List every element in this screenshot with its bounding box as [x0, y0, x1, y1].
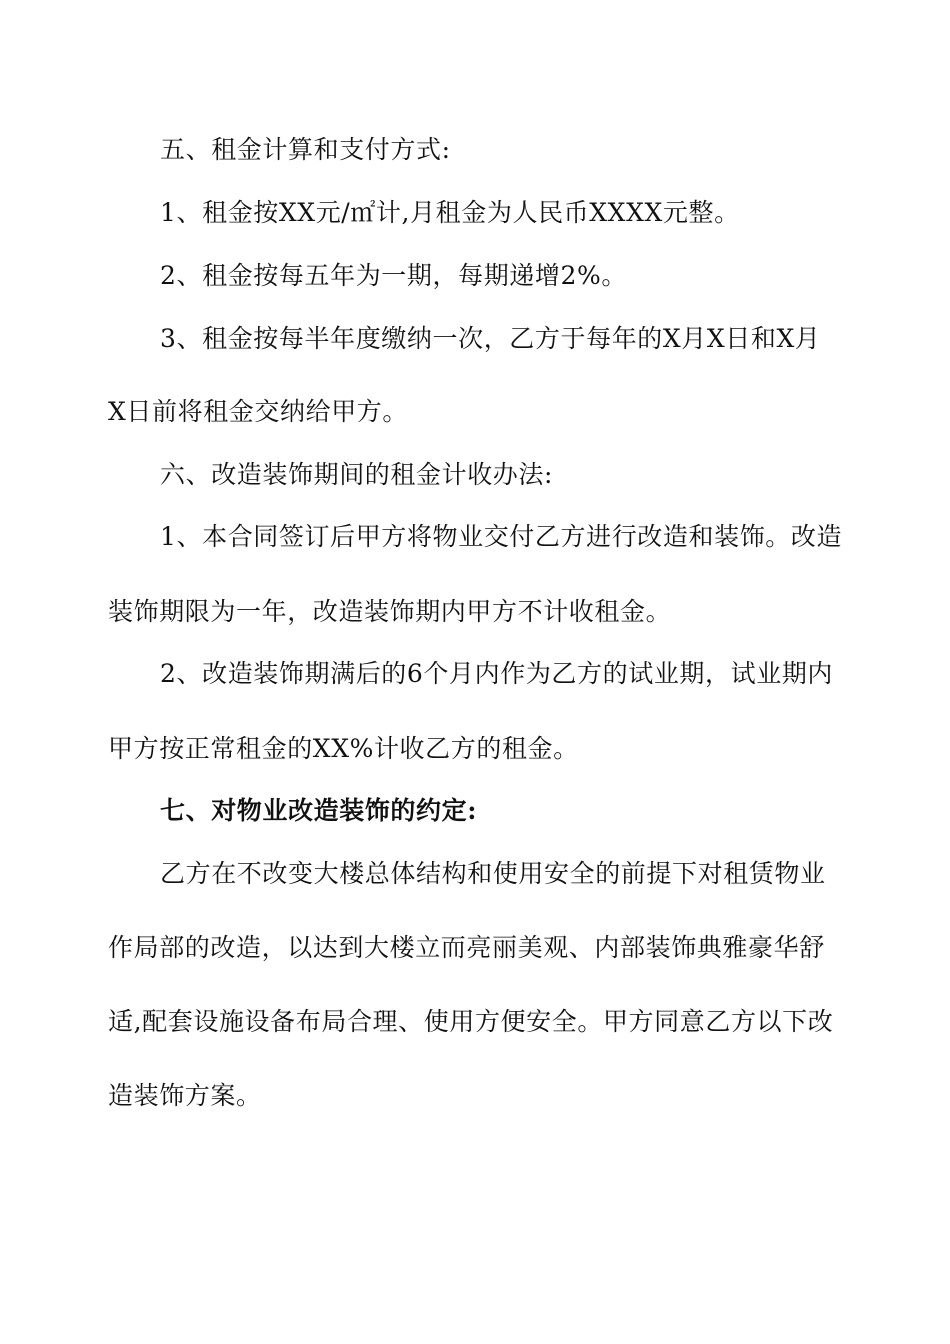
- section-heading-7: 七、对物业改造装饰的约定:: [160, 796, 478, 825]
- section-heading-6: 六、改造装饰期间的租金计收办法:: [160, 460, 554, 489]
- paragraph-line: 2、租金按每五年为一期，每期递增2%。: [160, 261, 627, 290]
- paragraph-line: 作局部的改造，以达到大楼立而亮丽美观、内部装饰典雅豪华舒: [108, 933, 825, 962]
- paragraph-line: 2、改造装饰期满后的6个月内作为乙方的试业期，试业期内: [160, 659, 834, 688]
- paragraph-line: 造装饰方案。: [108, 1081, 262, 1110]
- paragraph-line: 装饰期限为一年，改造装饰期内甲方不计收租金。: [108, 597, 672, 626]
- paragraph-line: 适,配套设施设备布局合理、使用方便安全。甲方同意乙方以下改: [108, 1007, 834, 1036]
- paragraph-line: 1、本合同签订后甲方将物业交付乙方进行改造和装饰。改造: [160, 522, 843, 551]
- section-heading-5: 五、租金计算和支付方式:: [160, 135, 451, 164]
- paragraph-line: 1、租金按XX元/㎡计,月租金为人民币XXXX元整。: [160, 198, 740, 227]
- paragraph-line: 甲方按正常租金的XX%计收乙方的租金。: [108, 734, 579, 763]
- paragraph-line: X日前将租金交纳给甲方。: [108, 397, 408, 426]
- paragraph-line: 3、租金按每半年度缴纳一次，乙方于每年的X月X日和X月: [160, 324, 821, 353]
- paragraph-line: 乙方在不改变大楼总体结构和使用安全的前提下对租赁物业: [160, 859, 826, 888]
